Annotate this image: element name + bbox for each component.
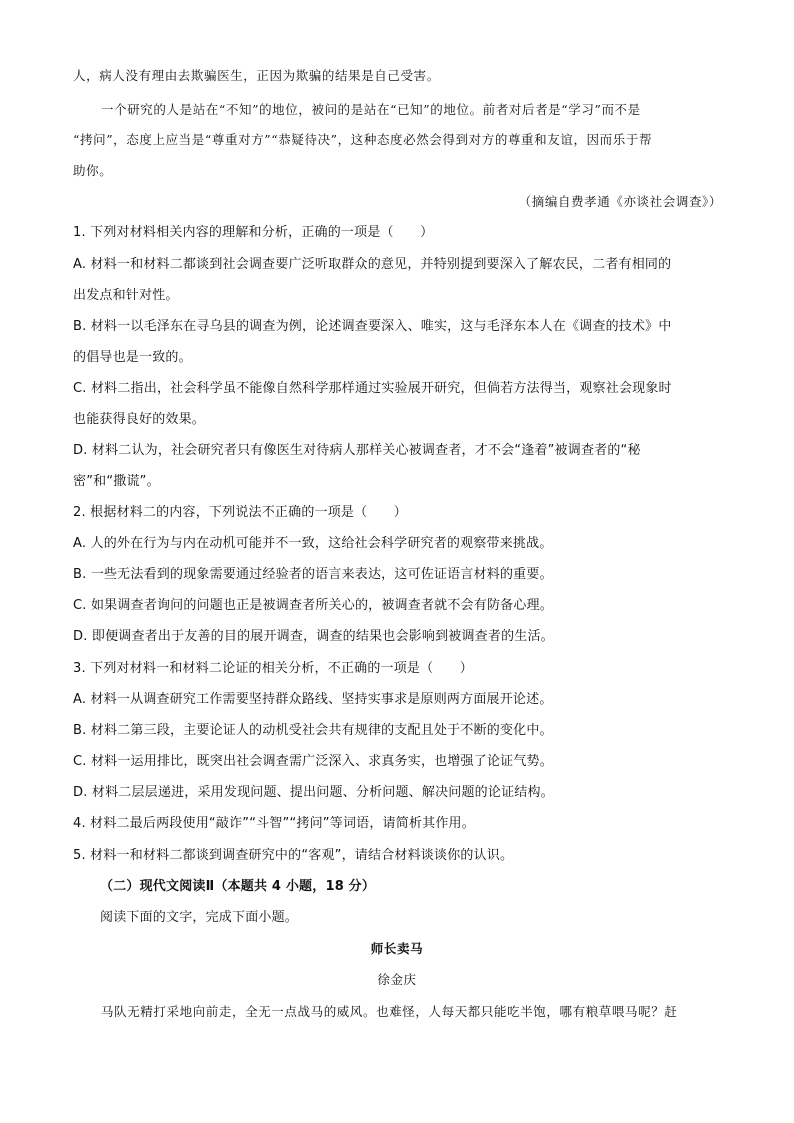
option-text: D. 即便调查者出于友善的目的展开调查，调查的结果也会影响到被调查者的生活。 <box>73 629 554 644</box>
option-text: B. 材料一以毛泽东在寻乌县的调查为例，论述调查要深入、唯实，这与毛泽东本人在《调查的技术》中 <box>73 319 672 334</box>
story-text-line: 马队无精打采地向前走，全无一点战马的威风。也难怪，人每天都只能吃半饱，哪有粮草喂马呢？赶 <box>101 1004 678 1019</box>
option-text: C. 如果调查者询问的问题也正是被调查者所关心的，被调查者就不会有防备心理。 <box>73 598 553 613</box>
option-text: D. 材料二层层递进，采用发现问题、提出问题、分析问题、解决问题的论证结构。 <box>73 785 554 800</box>
option-text: A. 材料一从调查研究工作需要坚持群众路线、坚持实事求是原则两方面展开论述。 <box>73 692 553 707</box>
passage-line: “拷问”，态度上应当是“尊重对方”“恭疑待决”，这种态度必然会得到对方的尊重和友谊，因而乐于帮 <box>73 132 653 147</box>
passage-line: 一个研究的人是站在“不知”的地位，被问的是站在“已知”的地位。前者对后者是“学习”而不是 <box>101 102 641 117</box>
option-text: B. 一些无法看到的现象需要通过经验者的语言来表达，这可佐证语言材料的重要。 <box>73 567 553 582</box>
option-text: A. 材料一和材料二都谈到社会调查要广泛听取群众的意见，并特别提到要深入了解农民，二者有相同的 <box>73 257 672 272</box>
question-stem: 5. 材料一和材料二都谈到调查研究中的“客观”，请结合材料谈谈你的认识。 <box>73 848 514 863</box>
question-stem: 2. 根据材料二的内容，下列说法不正确的一项是（ ） <box>73 505 407 520</box>
passage-line: 人，病人没有理由去欺骗医生，正因为欺骗的结果是自己受害。 <box>73 68 440 83</box>
option-text: 的倡导也是一致的。 <box>73 350 192 365</box>
section-instruction: 阅读下面的文字，完成下面小题。 <box>100 910 299 925</box>
passage-line: 助你。 <box>73 163 113 178</box>
option-text: A. 人的外在行为与内在动机可能并不一致，这给社会科学研究者的观察带来挑战。 <box>73 536 553 551</box>
option-text: 密”和“撒谎”。 <box>73 474 160 489</box>
option-text: C. 材料二指出，社会科学虽不能像自然科学那样通过实验展开研究，但倘若方法得当，观察社会现象时 <box>73 381 672 396</box>
story-title: 师长卖马 <box>370 941 424 956</box>
story-author: 徐金庆 <box>377 972 417 987</box>
option-text: D. 材料二认为，社会研究者只有像医生对待病人那样关心被调查者，才不会“逢着”被调查者的“秘 <box>73 443 641 458</box>
option-text: B. 材料二第三段，主要论证人的动机受社会共有规律的支配且处于不断的变化中。 <box>73 723 553 738</box>
question-stem: 3. 下列对材料一和材料二论证的相关分析，不正确的一项是（ ） <box>73 661 473 676</box>
option-text: C. 材料一运用排比，既突出社会调查需广泛深入、求真务实，也增强了论证气势。 <box>73 754 553 769</box>
question-stem: 1. 下列对材料相关内容的理解和分析，正确的一项是（ ） <box>73 225 434 240</box>
option-text: 出发点和针对性。 <box>73 288 179 303</box>
question-stem: 4. 材料二最后两段使用“敲诈”“斗智”“拷问”等词语，请简析其作用。 <box>73 816 475 831</box>
option-text: 也能获得良好的效果。 <box>73 412 206 427</box>
section-heading: （二）现代文阅读Ⅱ（本题共 4 小题，18 分） <box>100 879 376 894</box>
source-citation: （摘编自费孝通《亦谈社会调查》） <box>518 194 722 209</box>
